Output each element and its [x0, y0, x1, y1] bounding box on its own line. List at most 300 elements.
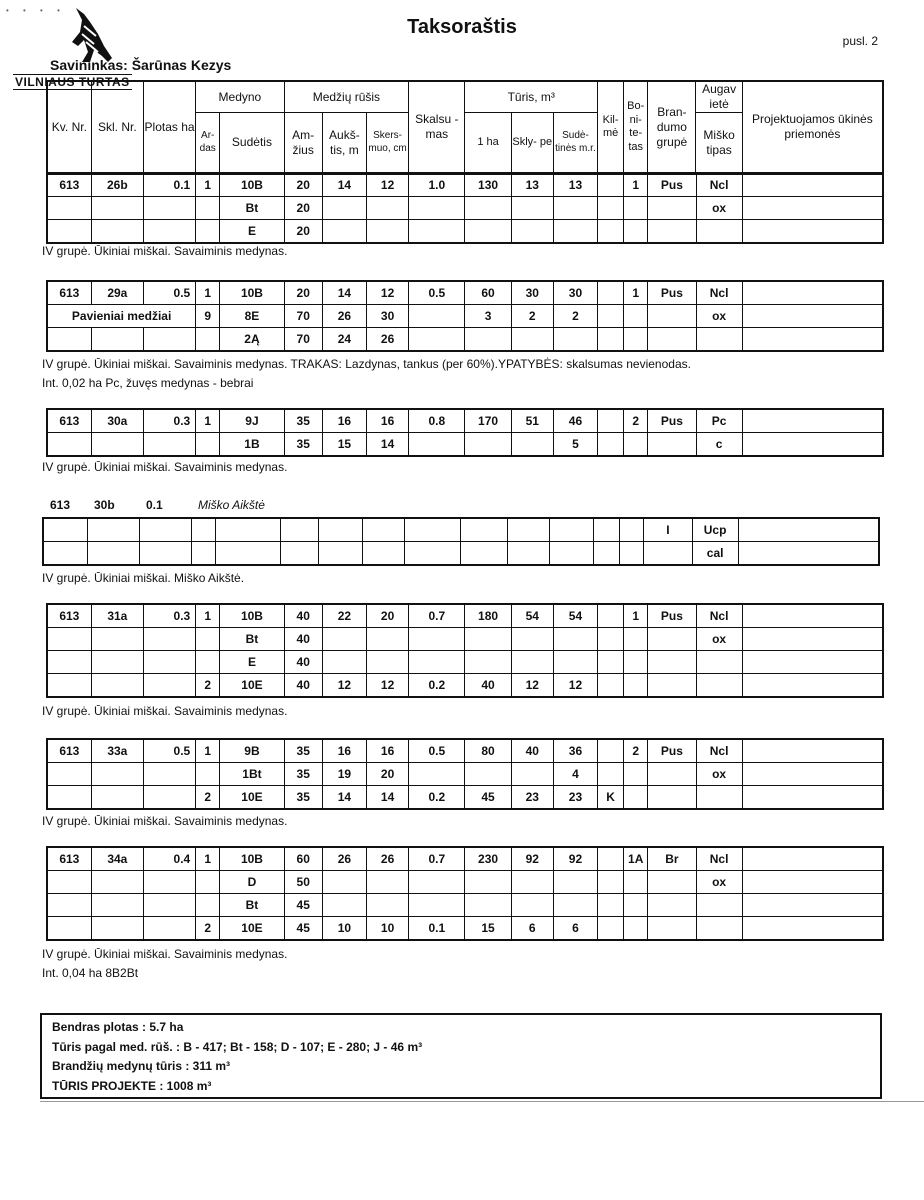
stand-note: IV grupė. Ūkiniai miškai. Miško Aikštė. [42, 571, 245, 585]
summary-total-area: Bendras plotas : 5.7 ha [52, 1020, 184, 1034]
table-cell: 15 [465, 917, 511, 941]
table-cell [511, 894, 553, 917]
bare-stand-field: 0.1 [146, 498, 163, 512]
table-cell [87, 518, 139, 542]
scan-dots: • • • • [6, 6, 66, 15]
table-cell [742, 674, 883, 698]
table-cell [322, 628, 366, 651]
table-cell: 170 [465, 409, 511, 433]
table-cell [216, 518, 280, 542]
table-cell: I [644, 518, 692, 542]
table-cell [742, 847, 883, 871]
table-cell: 0.1 [409, 917, 465, 941]
table-cell: D [220, 871, 284, 894]
table-cell [553, 220, 597, 244]
table-cell: Ucp [692, 518, 738, 542]
table-cell: 10E [220, 786, 284, 810]
table-cell [738, 518, 879, 542]
table-cell [192, 518, 216, 542]
table-cell [511, 328, 553, 352]
table-cell [465, 763, 511, 786]
table-cell [91, 894, 143, 917]
table-cell: 20 [284, 220, 322, 244]
table-cell: Bt [220, 628, 284, 651]
table-cell [648, 328, 696, 352]
table-cell: 30 [553, 281, 597, 305]
table-cell [624, 328, 648, 352]
table-cell [196, 871, 220, 894]
table-cell: 9B [220, 739, 284, 763]
table-cell [598, 628, 624, 651]
table-cell [91, 651, 143, 674]
bare-stand-field: Miško Aikštė [198, 498, 265, 512]
page-title: Taksoraštis [407, 16, 517, 38]
table-cell: 54 [511, 604, 553, 628]
table-cell [47, 894, 91, 917]
table-row [47, 173, 883, 197]
table-cell: 26 [322, 847, 366, 871]
table-cell: 16 [366, 409, 408, 433]
table-cell [507, 518, 549, 542]
table-row [43, 518, 879, 542]
table-cell [139, 542, 191, 566]
table-cell [196, 197, 220, 220]
table-cell [405, 542, 461, 566]
table-cell: 12 [366, 674, 408, 698]
table-cell: 51 [511, 409, 553, 433]
table-cell: 1 [624, 281, 648, 305]
stand-table [42, 517, 880, 566]
table-cell: 60 [284, 847, 322, 871]
col-skl: Skl. Nr. [91, 81, 143, 174]
table-cell [598, 894, 624, 917]
table-cell: 2 [624, 409, 648, 433]
table-cell [598, 409, 624, 433]
table-cell [696, 917, 742, 941]
table-cell [196, 894, 220, 917]
col-sudetis: Sudėtis [220, 113, 284, 174]
table-cell [143, 197, 195, 220]
table-cell: 12 [511, 674, 553, 698]
stand-note: IV grupė. Ūkiniai miškai. Savaiminis medynas. [42, 947, 288, 961]
table-cell [91, 328, 143, 352]
table-cell [405, 518, 461, 542]
table-cell [465, 894, 511, 917]
table-cell [465, 628, 511, 651]
table-cell [648, 763, 696, 786]
table-cell: 0.2 [409, 786, 465, 810]
table-cell [47, 628, 91, 651]
table-cell: 26 [366, 847, 408, 871]
table-cell [366, 894, 408, 917]
table-cell [143, 628, 195, 651]
table-cell [409, 305, 465, 328]
table-cell [742, 281, 883, 305]
table-cell [648, 433, 696, 457]
table-cell: 36 [553, 739, 597, 763]
table-cell: 1.0 [409, 173, 465, 197]
table-cell: 8E [220, 305, 284, 328]
table-cell [742, 409, 883, 433]
table-row [47, 197, 883, 220]
table-cell: 80 [465, 739, 511, 763]
table-cell: 1Bt [220, 763, 284, 786]
table-cell [648, 871, 696, 894]
col-priemones: Projektuojamos ūkinės priemonės [742, 81, 883, 174]
table-cell: 31a [91, 604, 143, 628]
table-cell [553, 871, 597, 894]
table-cell [598, 674, 624, 698]
table-cell [620, 518, 644, 542]
table-row [47, 328, 883, 352]
table-cell [624, 651, 648, 674]
table-cell [143, 763, 195, 786]
table-cell [280, 542, 318, 566]
table-cell: ox [696, 763, 742, 786]
stand-table [46, 846, 884, 941]
table-cell: 26 [366, 328, 408, 352]
table-cell: Ncl [696, 847, 742, 871]
table-row [47, 871, 883, 894]
table-cell: 45 [284, 917, 322, 941]
bare-stand-field: 613 [50, 498, 71, 512]
table-row [47, 763, 883, 786]
table-cell [598, 651, 624, 674]
table-cell [738, 542, 879, 566]
table-cell: 9J [220, 409, 284, 433]
table-cell: 30a [91, 409, 143, 433]
summary-mature-volume: Brandžių medynų tūris : 311 m³ [52, 1059, 231, 1073]
table-cell: 40 [284, 674, 322, 698]
table-cell [648, 305, 696, 328]
table-cell [409, 871, 465, 894]
table-cell [91, 433, 143, 457]
col-plotas: Plotas ha [143, 81, 195, 174]
table-cell [742, 651, 883, 674]
table-cell [553, 628, 597, 651]
table-cell [91, 763, 143, 786]
table-cell: 2 [553, 305, 597, 328]
table-cell: 50 [284, 871, 322, 894]
table-cell [87, 542, 139, 566]
table-cell: 2Ą [220, 328, 284, 352]
table-cell [47, 917, 91, 941]
table-cell [143, 328, 195, 352]
table-row [47, 651, 883, 674]
table-cell [91, 871, 143, 894]
table-cell: 16 [322, 409, 366, 433]
table-cell: 70 [284, 305, 322, 328]
table-cell: 24 [322, 328, 366, 352]
table-cell [598, 871, 624, 894]
table-cell [598, 305, 624, 328]
table-cell [742, 433, 883, 457]
table-cell: 130 [465, 173, 511, 197]
table-cell: 5 [553, 433, 597, 457]
table-cell: 35 [284, 433, 322, 457]
stand-note: IV grupė. Ūkiniai miškai. Savaiminis medynas. [42, 460, 288, 474]
col-ardas: Ar- das [196, 113, 220, 174]
table-cell: 2 [624, 739, 648, 763]
table-cell: 0.1 [143, 173, 195, 197]
table-cell [594, 542, 620, 566]
table-cell [91, 786, 143, 810]
table-cell [511, 763, 553, 786]
table-cell: 14 [322, 786, 366, 810]
table-cell: 6 [511, 917, 553, 941]
table-cell [648, 651, 696, 674]
table-cell: 9 [196, 305, 220, 328]
table-cell [742, 871, 883, 894]
table-cell: 70 [284, 328, 322, 352]
table-cell: 1 [624, 604, 648, 628]
stand-note: Int. 0,04 ha 8B2Bt [42, 966, 139, 980]
table-cell [318, 542, 362, 566]
table-cell [553, 894, 597, 917]
table-cell [409, 763, 465, 786]
table-cell [366, 628, 408, 651]
table-cell: 16 [366, 739, 408, 763]
table-cell: c [696, 433, 742, 457]
table-row [43, 542, 879, 566]
stand-note: IV grupė. Ūkiniai miškai. Savaiminis medynas. [42, 244, 288, 258]
table-cell: 40 [511, 739, 553, 763]
table-cell: 40 [284, 628, 322, 651]
table-cell [322, 220, 366, 244]
table-cell [43, 518, 87, 542]
table-cell: ox [696, 197, 742, 220]
table-cell [366, 220, 408, 244]
table-cell: 13 [511, 173, 553, 197]
table-row [47, 220, 883, 244]
table-cell [362, 542, 404, 566]
table-cell [742, 604, 883, 628]
stand-table [46, 172, 884, 244]
table-row [47, 894, 883, 917]
table-cell: Pc [696, 409, 742, 433]
table-cell: K [598, 786, 624, 810]
table-cell [366, 871, 408, 894]
table-cell: 34a [91, 847, 143, 871]
table-cell: 19 [322, 763, 366, 786]
summary-project-volume: TŪRIS PROJEKTE : 1008 m³ [52, 1078, 212, 1093]
table-cell [624, 197, 648, 220]
table-cell [624, 917, 648, 941]
table-cell [362, 518, 404, 542]
table-cell: 22 [322, 604, 366, 628]
table-cell [409, 894, 465, 917]
table-cell: 26 [322, 305, 366, 328]
table-cell [648, 628, 696, 651]
table-cell [549, 542, 593, 566]
table-cell: 20 [284, 173, 322, 197]
table-cell [511, 433, 553, 457]
table-row [47, 604, 883, 628]
summary-volume-by-species: Tūris pagal med. rūš. : B - 417; Bt - 158; D - 107; E - 280; J - 46 m³ [52, 1039, 423, 1054]
table-cell [47, 433, 91, 457]
table-cell [648, 917, 696, 941]
stand-table [46, 603, 884, 698]
table-cell: 14 [322, 173, 366, 197]
table-cell [742, 197, 883, 220]
col-sudetines: Sudė- tinės m.r. [553, 113, 597, 174]
table-cell [91, 628, 143, 651]
table-cell [143, 871, 195, 894]
stand-note: IV grupė. Ūkiniai miškai. Savaiminis medynas. [42, 704, 288, 718]
table-cell [742, 763, 883, 786]
table-cell: 20 [284, 197, 322, 220]
table-cell [507, 542, 549, 566]
table-cell: Bt [220, 894, 284, 917]
stand-table [46, 280, 884, 352]
table-cell [366, 197, 408, 220]
col-skalsumas: Skalsu - mas [409, 81, 465, 174]
table-cell [318, 518, 362, 542]
table-cell [47, 651, 91, 674]
table-cell: 30 [511, 281, 553, 305]
summary-box [40, 1013, 882, 1099]
table-cell [366, 651, 408, 674]
table-cell [143, 220, 195, 244]
table-cell [409, 628, 465, 651]
table-cell [696, 328, 742, 352]
table-cell: 3 [465, 305, 511, 328]
table-cell [47, 871, 91, 894]
table-cell [624, 305, 648, 328]
table-cell [409, 197, 465, 220]
table-cell: 180 [465, 604, 511, 628]
table-cell [553, 328, 597, 352]
table-cell: ox [696, 628, 742, 651]
table-cell [322, 894, 366, 917]
table-cell [696, 220, 742, 244]
table-cell: 2 [196, 917, 220, 941]
table-cell [196, 220, 220, 244]
table-cell: 613 [47, 409, 91, 433]
owner-label: Savininkas: Šarūnas Kezys [50, 57, 232, 73]
table-cell: Pus [648, 409, 696, 433]
table-cell: Pus [648, 281, 696, 305]
col-sklype: Skly- pe [511, 113, 553, 174]
col-misko-tipas: Miško tipas [696, 113, 742, 174]
table-cell [696, 894, 742, 917]
table-cell [465, 328, 511, 352]
table-cell [598, 847, 624, 871]
bottom-divider [40, 1101, 924, 1102]
table-cell: 12 [366, 281, 408, 305]
table-cell: 60 [465, 281, 511, 305]
stand-note: Int. 0,02 ha Pc, žuvęs medynas - bebrai [42, 376, 254, 390]
table-cell [465, 433, 511, 457]
table-cell [139, 518, 191, 542]
table-cell [196, 628, 220, 651]
table-cell: 33a [91, 739, 143, 763]
table-cell [624, 786, 648, 810]
table-cell: 10B [220, 281, 284, 305]
stand-note: IV grupė. Ūkiniai miškai. Savaiminis medynas. [42, 814, 288, 828]
table-cell: 2 [196, 786, 220, 810]
table-cell: 12 [366, 173, 408, 197]
stand-table [46, 738, 884, 810]
table-cell [648, 786, 696, 810]
table-cell [143, 786, 195, 810]
table-cell: Pus [648, 604, 696, 628]
table-cell: 10B [220, 173, 284, 197]
table-cell [409, 651, 465, 674]
table-cell: 230 [465, 847, 511, 871]
table-cell: 1 [196, 847, 220, 871]
table-cell: 10E [220, 917, 284, 941]
table-cell: 613 [47, 847, 91, 871]
table-cell: 20 [284, 281, 322, 305]
table-cell [511, 628, 553, 651]
table-cell: 45 [284, 894, 322, 917]
table-cell: Ncl [696, 281, 742, 305]
table-cell: 23 [553, 786, 597, 810]
table-cell: 26b [91, 173, 143, 197]
table-cell: 30 [366, 305, 408, 328]
table-cell [742, 917, 883, 941]
table-cell: 0.3 [143, 604, 195, 628]
table-cell [696, 786, 742, 810]
table-cell: 92 [511, 847, 553, 871]
table-cell [624, 674, 648, 698]
table-row [47, 786, 883, 810]
col-ha1: 1 ha [465, 113, 511, 174]
table-cell [624, 871, 648, 894]
table-cell [594, 518, 620, 542]
table-cell [624, 220, 648, 244]
table-cell [322, 871, 366, 894]
table-cell: 10 [322, 917, 366, 941]
table-cell [280, 518, 318, 542]
table-cell [43, 542, 87, 566]
table-cell [696, 674, 742, 698]
col-medyno: Medyno [196, 81, 284, 113]
table-cell [553, 197, 597, 220]
table-cell [644, 542, 692, 566]
table-cell [624, 628, 648, 651]
table-cell [143, 674, 195, 698]
table-cell [742, 739, 883, 763]
table-cell: 2 [511, 305, 553, 328]
table-cell: Ncl [696, 604, 742, 628]
table-cell [322, 197, 366, 220]
table-row [47, 847, 883, 871]
table-cell [91, 197, 143, 220]
table-cell: Pus [648, 173, 696, 197]
table-cell [696, 651, 742, 674]
table-cell: 0.5 [143, 739, 195, 763]
table-cell [648, 894, 696, 917]
table-cell: 0.2 [409, 674, 465, 698]
table-cell [598, 763, 624, 786]
col-skersmuo: Skers- muo, cm [366, 113, 408, 174]
table-cell: Ncl [696, 173, 742, 197]
table-cell [47, 220, 91, 244]
table-cell: 40 [284, 651, 322, 674]
table-cell: 1 [196, 281, 220, 305]
table-cell [47, 197, 91, 220]
table-cell [196, 763, 220, 786]
bare-stand-label [50, 498, 318, 512]
table-row [47, 628, 883, 651]
table-cell: 35 [284, 763, 322, 786]
col-turis: Tūris, m³ [465, 81, 598, 113]
table-row [47, 305, 883, 328]
table-cell: E [220, 220, 284, 244]
table-cell [742, 305, 883, 328]
